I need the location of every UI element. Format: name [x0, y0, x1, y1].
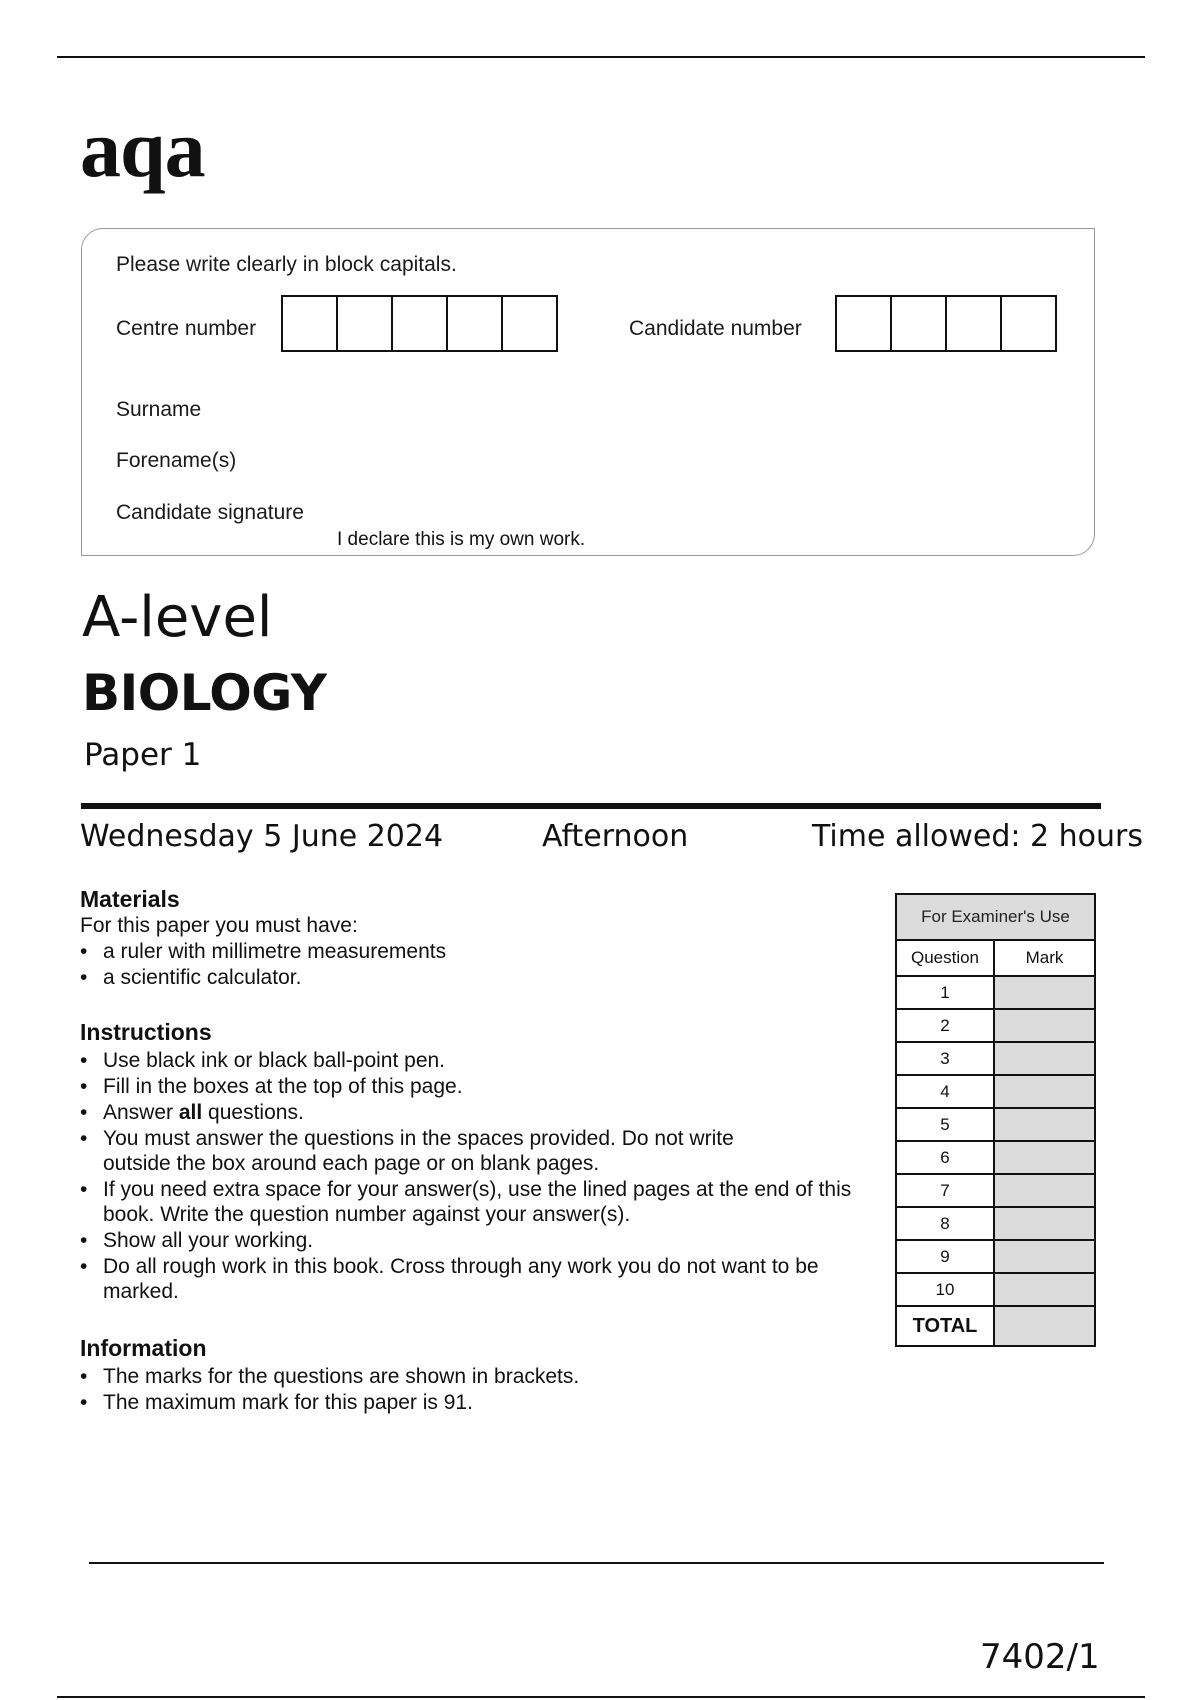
table-row	[896, 1042, 1095, 1075]
list-item: • You must answer the questions in the spaces provided. Do not write outside the box around each page or on blank pages.	[80, 1126, 860, 1176]
table-row	[896, 1141, 1095, 1174]
paper-code: 7402/1	[980, 1637, 1100, 1677]
forenames-label: Forename(s)	[116, 449, 237, 472]
table-row	[896, 1108, 1095, 1141]
examiner-use-table	[895, 893, 1096, 1347]
instructions-heading: Instructions	[80, 1019, 212, 1045]
candidate-details-box	[81, 228, 1095, 556]
title-divider	[81, 803, 1101, 809]
table-row	[896, 1075, 1095, 1108]
question-number: 5	[896, 1108, 994, 1141]
candidate-digit-box[interactable]	[945, 295, 1002, 352]
question-number: 10	[896, 1273, 994, 1306]
list-item: • Use black ink or black ball-point pen.	[80, 1048, 860, 1073]
candidate-digit-box[interactable]	[890, 295, 947, 352]
top-rule	[57, 56, 1145, 58]
question-number: 7	[896, 1174, 994, 1207]
list-item: • a ruler with millimetre measurements	[80, 939, 880, 964]
mark-cell[interactable]	[994, 1273, 1095, 1306]
candidate-digit-box[interactable]	[835, 295, 892, 352]
candidate-number-input[interactable]	[835, 295, 1057, 352]
centre-digit-box[interactable]	[336, 295, 393, 352]
declaration-text: I declare this is my own work.	[337, 529, 586, 550]
total-label: TOTAL	[896, 1306, 994, 1346]
mark-column-header: Mark	[994, 940, 1095, 976]
question-number: 9	[896, 1240, 994, 1273]
examiner-table-title: For Examiner's Use	[896, 894, 1095, 940]
materials-list	[80, 939, 880, 990]
exam-session: Afternoon	[542, 819, 689, 854]
instructions-list	[80, 1048, 860, 1304]
qualification-level: A-level	[82, 585, 273, 650]
mark-cell[interactable]	[994, 1108, 1095, 1141]
centre-digit-box[interactable]	[281, 295, 338, 352]
mark-cell[interactable]	[994, 1207, 1095, 1240]
instructions-section	[80, 1019, 860, 1305]
information-section	[80, 1335, 860, 1416]
paper-number: Paper 1	[84, 737, 202, 773]
table-row	[896, 1306, 1095, 1346]
footer-rule	[57, 1696, 1145, 1698]
materials-section	[80, 886, 880, 991]
exam-date: Wednesday 5 June 2024	[80, 819, 444, 854]
mark-cell[interactable]	[994, 1240, 1095, 1273]
question-number: 4	[896, 1075, 994, 1108]
materials-intro: For this paper you must have:	[80, 914, 358, 937]
block-capitals-instruction: Please write clearly in block capitals.	[116, 253, 457, 276]
mark-cell[interactable]	[994, 1075, 1095, 1108]
centre-digit-box[interactable]	[446, 295, 503, 352]
question-number: 8	[896, 1207, 994, 1240]
surname-label: Surname	[116, 398, 202, 421]
list-item: • If you need extra space for your answer(s), use the lined pages at the end of this book. Write the question number against your answer(s).	[80, 1177, 860, 1227]
centre-number-input[interactable]	[281, 295, 558, 352]
total-mark-cell[interactable]	[994, 1306, 1095, 1346]
centre-number-label: Centre number	[116, 317, 257, 340]
time-allowed: Time allowed: 2 hours	[812, 819, 1144, 854]
question-number: 2	[896, 1009, 994, 1042]
table-row	[896, 1240, 1095, 1273]
mark-cell[interactable]	[994, 1009, 1095, 1042]
centre-digit-box[interactable]	[501, 295, 558, 352]
list-item: • The maximum mark for this paper is 91.	[80, 1390, 860, 1415]
list-item: • Fill in the boxes at the top of this page.	[80, 1074, 860, 1099]
table-row	[896, 1174, 1095, 1207]
aqa-logo: aqa	[80, 103, 205, 194]
centre-digit-box[interactable]	[391, 295, 448, 352]
subject-title: BIOLOGY	[82, 664, 327, 722]
materials-heading: Materials	[80, 886, 180, 912]
bottom-rule	[89, 1562, 1104, 1564]
mark-cell[interactable]	[994, 1174, 1095, 1207]
question-number: 1	[896, 976, 994, 1009]
table-row	[896, 1009, 1095, 1042]
question-number: 6	[896, 1141, 994, 1174]
candidate-digit-box[interactable]	[1000, 295, 1057, 352]
signature-label: Candidate signature	[116, 501, 304, 524]
table-row	[896, 1207, 1095, 1240]
list-item: • The marks for the questions are shown in brackets.	[80, 1364, 860, 1389]
question-column-header: Question	[896, 940, 994, 976]
mark-cell[interactable]	[994, 1141, 1095, 1174]
table-row	[896, 1273, 1095, 1306]
list-item: • Do all rough work in this book. Cross through any work you do not want to be marked.	[80, 1254, 860, 1304]
mark-cell[interactable]	[994, 1042, 1095, 1075]
information-list	[80, 1364, 860, 1415]
list-item: • Show all your working.	[80, 1228, 860, 1253]
information-heading: Information	[80, 1335, 207, 1361]
question-number: 3	[896, 1042, 994, 1075]
table-row	[896, 976, 1095, 1009]
list-item: • Answer all questions.	[80, 1100, 860, 1125]
mark-cell[interactable]	[994, 976, 1095, 1009]
list-item: • a scientific calculator.	[80, 965, 880, 990]
candidate-number-label: Candidate number	[629, 317, 802, 340]
